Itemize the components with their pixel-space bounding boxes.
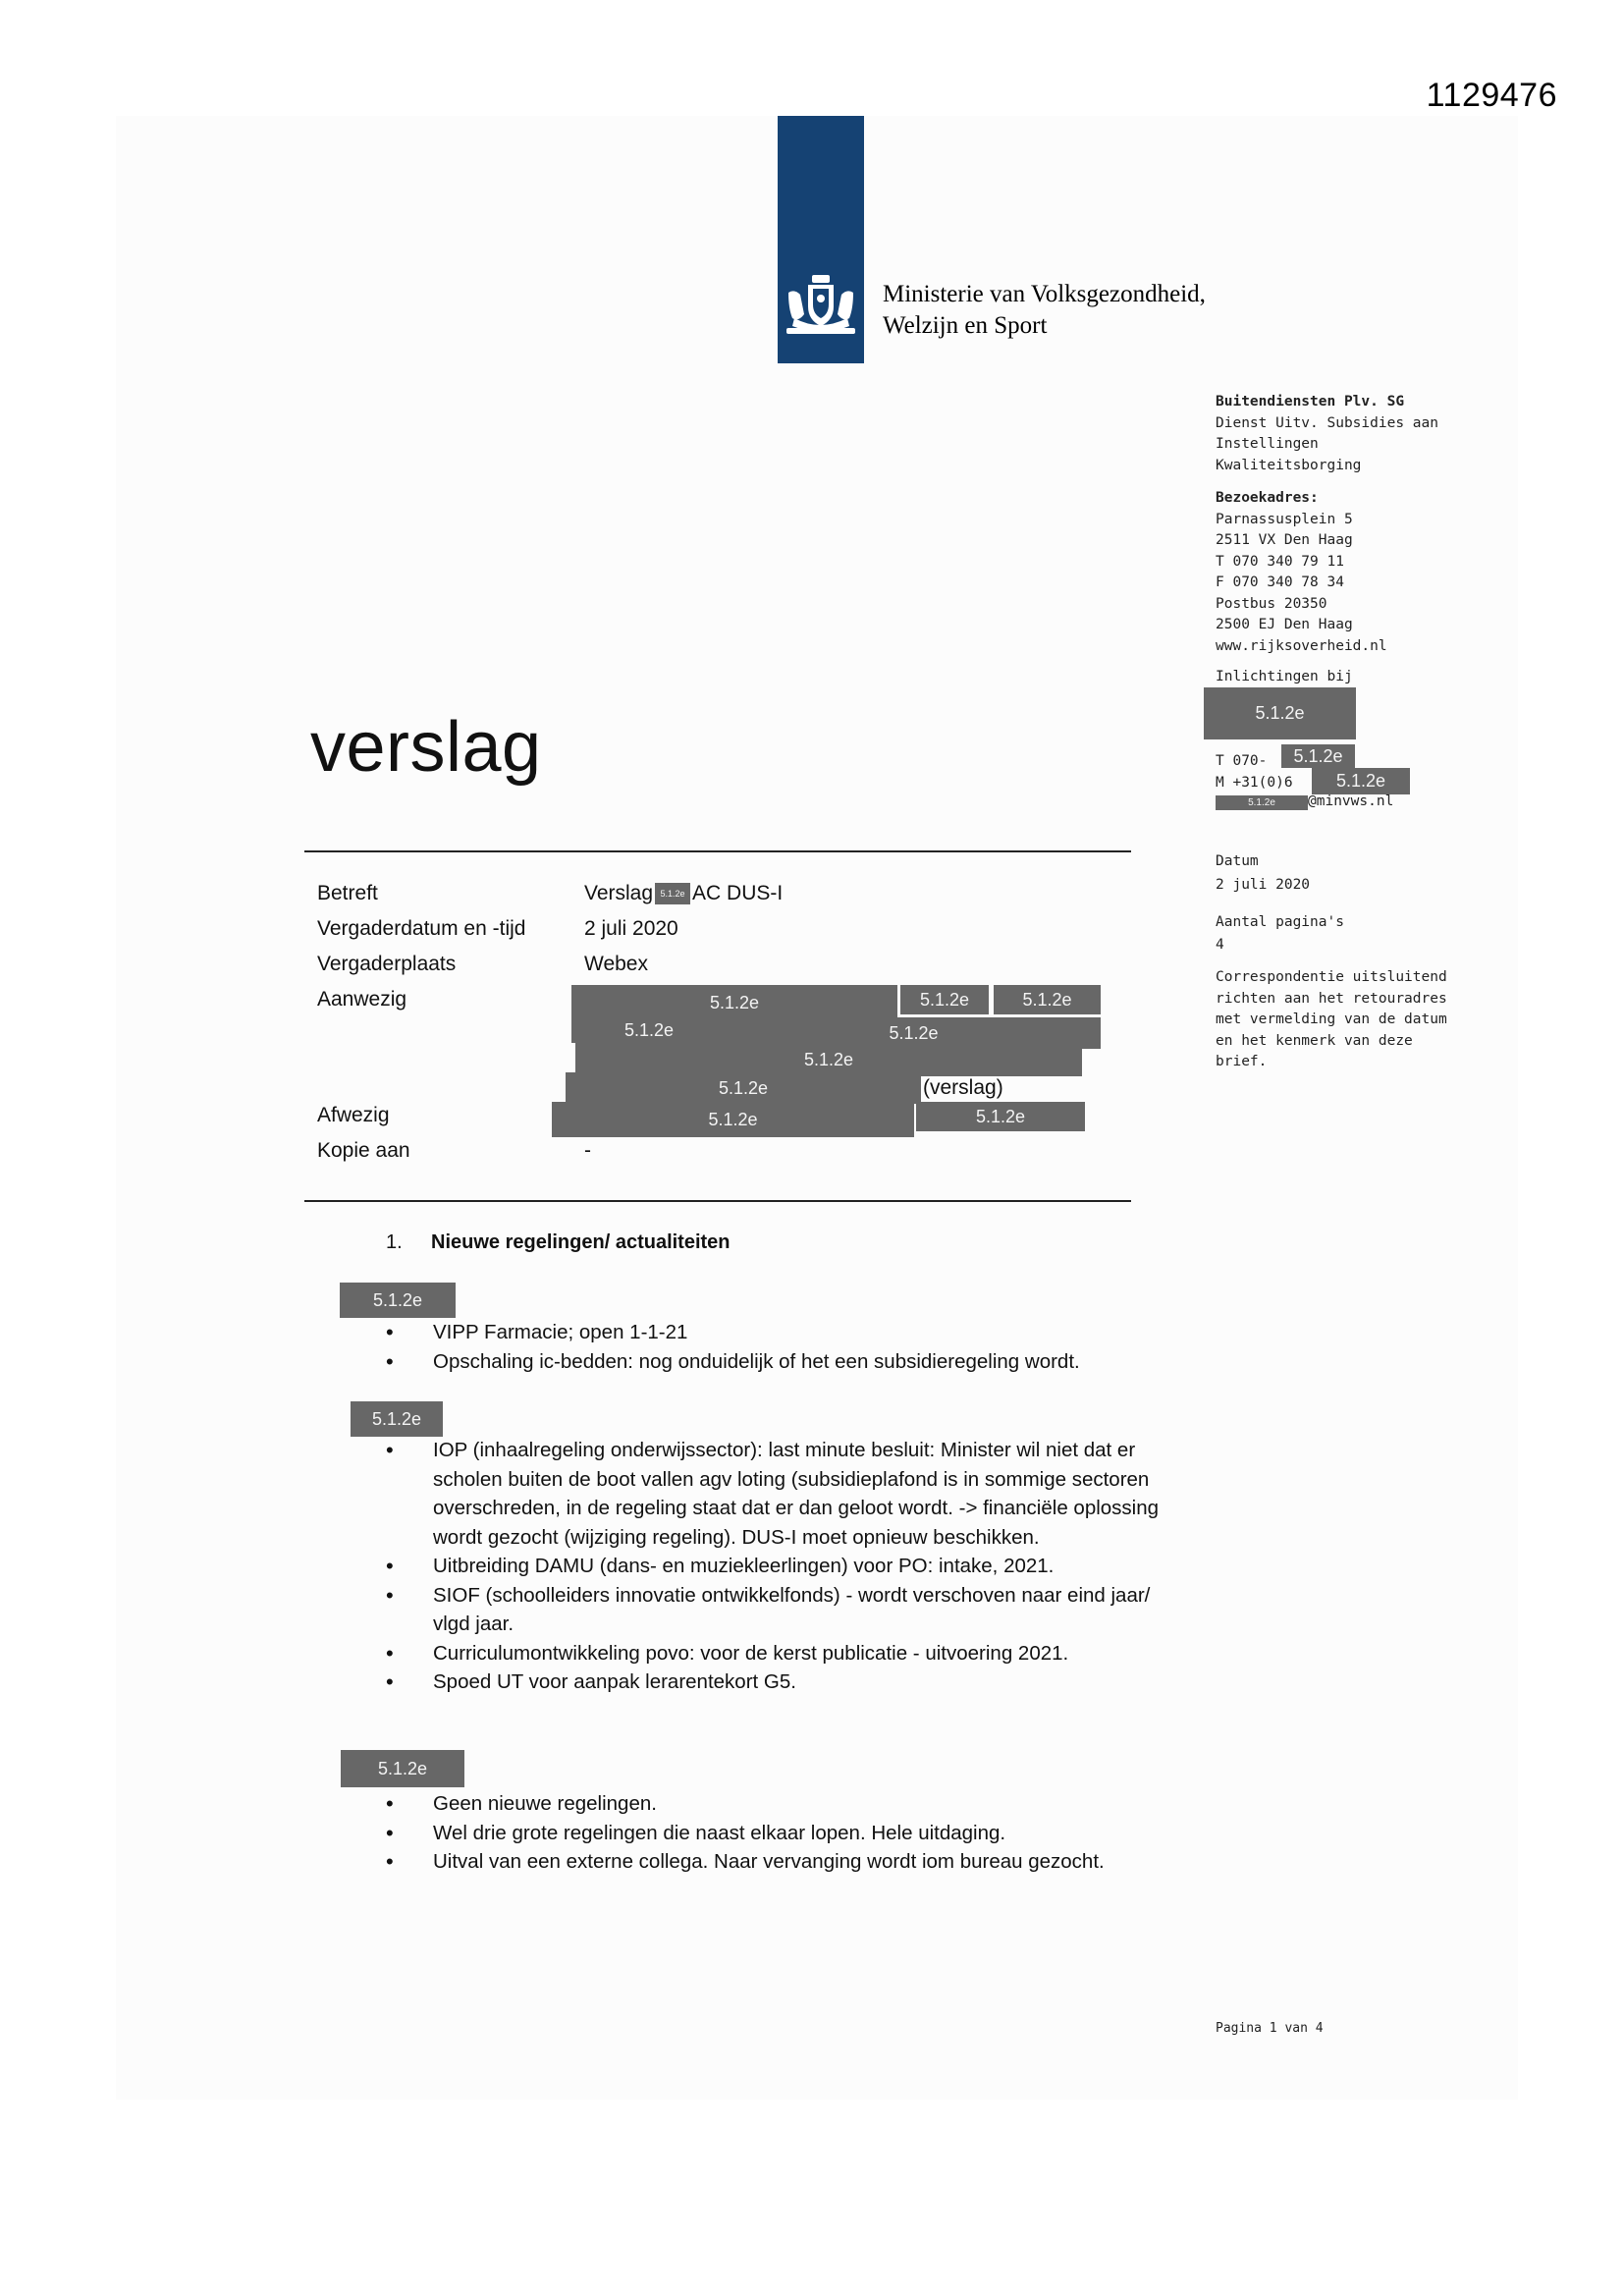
date-title: Datum <box>1216 853 1259 869</box>
note-line: Correspondentie uitsluitend <box>1216 969 1447 985</box>
list-item: • Uitval van een externe collega. Naar vervanging wordt iom bureau gezocht. <box>386 1847 1191 1877</box>
redaction-email-user: 5.1.2e <box>1216 795 1308 810</box>
info-email-suffix[interactable]: @minvws.nl <box>1308 793 1394 809</box>
plaats-label: Vergaderplaats <box>317 953 457 975</box>
ministry-line-1: Ministerie van Volksgezondheid, <box>883 281 1206 307</box>
info-phone-prefix: T 070- <box>1216 753 1268 769</box>
datum-value: 2 juli 2020 <box>584 917 678 940</box>
redaction-afwezig: 5.1.2e <box>916 1102 1085 1131</box>
kopie-value: - <box>584 1139 591 1162</box>
redaction-aanwezig: 5.1.2e <box>571 1017 727 1043</box>
document-id: 1129476 <box>1426 77 1557 114</box>
section-heading <box>386 1231 731 1254</box>
correspondence-note <box>1216 967 1447 1073</box>
redaction-group-heading: 5.1.2e <box>351 1401 443 1437</box>
redaction-group-heading: 5.1.2e <box>340 1283 456 1318</box>
redaction-contact-name: 5.1.2e <box>1204 687 1356 739</box>
betreft-suffix: AC DUS-I <box>692 882 784 904</box>
bottom-divider <box>304 1200 1131 1202</box>
sidebar-address <box>1216 488 1387 657</box>
address-line: 2500 EJ Den Haag <box>1216 617 1353 632</box>
page-footer: Pagina 1 van 4 <box>1216 2021 1324 2036</box>
redaction-betreft: 5.1.2e <box>655 883 690 904</box>
department-line: Kwaliteitsborging <box>1216 457 1362 473</box>
note-line: met vermelding van de datum <box>1216 1011 1447 1027</box>
list-item: • VIPP Farmacie; open 1-1-21 <box>386 1318 1171 1347</box>
redaction-phone: 5.1.2e <box>1281 744 1355 768</box>
aanwezig-note: (verslag) <box>923 1076 1003 1099</box>
top-divider <box>304 850 1131 852</box>
section-title: Nieuwe regelingen/ actualiteiten <box>431 1231 731 1253</box>
address-line: 2511 VX Den Haag <box>1216 532 1353 548</box>
address-line: Parnassusplein 5 <box>1216 511 1353 527</box>
sidebar-department <box>1216 392 1438 476</box>
redaction-group-heading: 5.1.2e <box>341 1750 464 1787</box>
list-item: • Opschaling ic-bedden: nog onduidelijk of het een subsidieregeling wordt. <box>386 1347 1171 1377</box>
redaction-aanwezig: 5.1.2e <box>571 985 897 1020</box>
info-title: Inlichtingen bij <box>1216 669 1353 684</box>
address-title: Bezoekadres: <box>1216 490 1319 506</box>
department-line: Dienst Uitv. Subsidies aan <box>1216 414 1438 431</box>
redaction-afwezig: 5.1.2e <box>552 1102 914 1137</box>
group-3-list <box>386 1789 1191 1877</box>
pages-value: 4 <box>1216 937 1224 953</box>
list-item: • Curriculumontwikkeling povo: voor de kerst publicatie - uitvoering 2021. <box>386 1639 1181 1668</box>
list-item: • Geen nieuwe regelingen. <box>386 1789 1191 1819</box>
address-line: T 070 340 79 11 <box>1216 553 1344 570</box>
list-item: • Uitbreiding DAMU (dans- en muziekleerlingen) voor PO: intake, 2021. <box>386 1552 1181 1581</box>
redaction-aanwezig: 5.1.2e <box>727 1017 1101 1049</box>
betreft-prefix: Verslag <box>584 882 654 904</box>
info-mobile-prefix: M +31(0)6 <box>1216 775 1293 791</box>
redaction-aanwezig: 5.1.2e <box>575 1043 1082 1076</box>
redaction-aanwezig: 5.1.2e <box>566 1072 921 1104</box>
department-line: Instellingen <box>1216 436 1319 452</box>
address-line: F 070 340 78 34 <box>1216 574 1344 590</box>
address-link[interactable]: www.rijksoverheid.nl <box>1216 637 1387 654</box>
note-line: en het kenmerk van deze <box>1216 1032 1413 1049</box>
redaction-aanwezig: 5.1.2e <box>994 985 1101 1014</box>
group-2-list <box>386 1436 1181 1697</box>
note-line: richten aan het retouradres <box>1216 990 1447 1007</box>
page-title: verslag <box>310 708 542 787</box>
note-line: brief. <box>1216 1054 1268 1069</box>
address-line: Postbus 20350 <box>1216 595 1327 612</box>
list-item: • IOP (inhaalregeling onderwijssector): last minute besluit: Minister wil niet dat er scholen buiten de boot vallen agv loting (subsidieplafond is in sommige sectoren overschreden, in de regeling staat dat er dan geloot wordt. -> financiële oplossing wordt gezocht (wijziging regeling). DUS-I moet opnieuw beschikken. <box>386 1436 1181 1552</box>
department-title: Buitendiensten Plv. SG <box>1216 394 1405 410</box>
ministry-name <box>883 279 1206 342</box>
betreft-label: Betreft <box>317 882 378 904</box>
aanwezig-label: Aanwezig <box>317 988 407 1011</box>
redaction-mobile: 5.1.2e <box>1312 768 1410 794</box>
date-value: 2 juli 2020 <box>1216 877 1311 893</box>
plaats-value: Webex <box>584 953 648 975</box>
list-item: • SIOF (schoolleiders innovatie ontwikkelfonds) - wordt verschoven naar eind jaar/ vlgd jaar. <box>386 1581 1181 1639</box>
afwezig-label: Afwezig <box>317 1104 390 1126</box>
list-item: • Wel drie grote regelingen die naast elkaar lopen. Hele uitdaging. <box>386 1819 1191 1848</box>
list-item: • Spoed UT voor aanpak lerarentekort G5. <box>386 1667 1181 1697</box>
group-1-list <box>386 1318 1171 1376</box>
datum-label: Vergaderdatum en -tijd <box>317 917 526 940</box>
redaction-aanwezig: 5.1.2e <box>900 985 989 1014</box>
kopie-label: Kopie aan <box>317 1139 410 1162</box>
pages-title: Aantal pagina's <box>1216 914 1344 930</box>
betreft-value <box>584 882 783 905</box>
royal-crest-icon <box>783 273 859 344</box>
ministry-line-2: Welzijn en Sport <box>883 312 1048 339</box>
section-number: 1. <box>386 1231 403 1253</box>
